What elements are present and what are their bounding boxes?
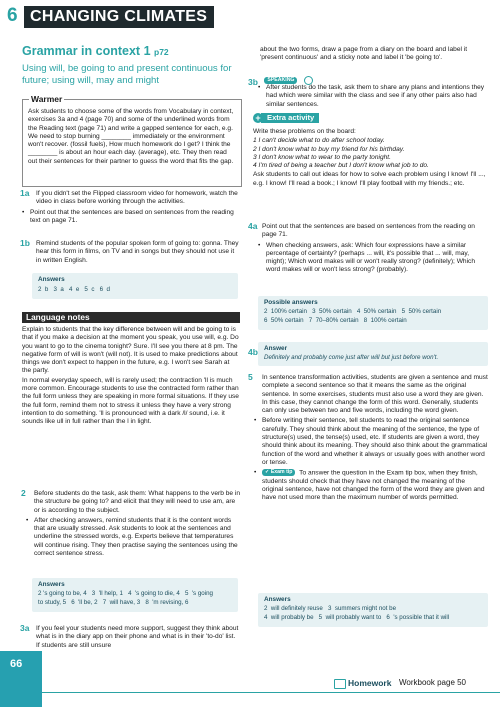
workbook-reference: Workbook page 50	[399, 678, 467, 687]
exercise-5	[248, 374, 488, 503]
extra-activity-body	[253, 128, 489, 189]
grammar-page-ref: p72	[154, 47, 169, 57]
exercise-5-bullet-1: • Before writing their sentence, tell students to read the original sentence carefully. They should think about the meaning of the sentence, the type of structure(s) used, the tense(s) used, etc. If students are given a word, they should think about its meaning. They should also think about the grammatical function of the word and whether it always or usually goes with another word or tense.	[254, 417, 488, 467]
exercise-1a	[22, 190, 240, 225]
language-notes-label: Language notes	[26, 312, 90, 322]
warmer-box	[22, 94, 242, 187]
possible-answers-row-2: 6 50% certain 7 70–80% certain 8 100% certain	[264, 317, 407, 324]
exercise-4b-answer-box	[258, 342, 488, 366]
extra-activity-header	[253, 113, 373, 124]
exercise-5-number: 5	[248, 372, 253, 382]
answers-row-2: to study, 5 6 'll be, 2 7 will have, 3 8 'm revising, 6	[38, 599, 189, 606]
grammar-title-block	[22, 44, 248, 87]
exercise-3a	[22, 625, 240, 650]
exam-tip-badge	[262, 469, 295, 476]
extra-problem-3: 3 I don't know what to wear to the party tonight.	[253, 153, 391, 161]
exercise-3a-number: 3a	[20, 623, 30, 633]
unit-header	[0, 0, 248, 36]
unit-title-band	[24, 6, 214, 28]
answers-5-row-2: 4 will probably be 5 will probably want to 6 's possible that it will	[264, 614, 450, 621]
exercise-4a-text: Point out that the sentences are based on sentences from the reading on page 71.	[262, 223, 475, 239]
unit-title: CHANGING CLIMATES	[30, 8, 208, 25]
possible-answers-row-1: 2 100% certain 3 50% certain 4 50% certain 5 50% certain	[264, 308, 442, 315]
answers-row: 2 b 3 a 4 e 5 c 6 d	[38, 286, 110, 293]
answers-5-label: Answers	[264, 596, 291, 603]
extra-activity-outro: Ask students to call out ideas for how to solve each problem using I know! I'll ..., e.g. I know! I'll read a book.; I know! I'll play football with my friends.; etc.	[253, 171, 486, 187]
exercise-3b-bullet: • After students do the task, ask them to share any plans and intentions they had which were similar with the class and see if any other pairs also had similar sentences.	[258, 84, 488, 109]
exercise-2-text: Before students do the task, ask them: What happens to the verb be in the structure be going to? and elicit that they will need to use am, are or is according to the subject.	[34, 490, 240, 514]
homework-footer	[334, 677, 494, 691]
answers-label: Answers	[38, 276, 65, 283]
exercise-4b-answer-label: Answer	[264, 345, 288, 352]
page-number-box	[0, 651, 42, 707]
extra-problem-4: 4 I'm tired of being a teacher but I don't know what job to do.	[253, 162, 429, 170]
language-notes-p1: Explain to students that the key difference between will and be going to is that if you make a decision at the moment you speak, you use will, e.g. Do you want to go to the cinema tonight? Sure. I'll see you there at 8 pm. The negative form of will is won't (will not). It is used to make predictions about things we don't expect to happen in the future, e.g. I won't see Sarah at the party.	[22, 326, 239, 375]
exercise-1b-number: 1b	[20, 238, 30, 248]
language-notes-bar	[22, 312, 240, 323]
footer-rule	[42, 692, 500, 693]
answers-row-1: 2 's going to be, 4 3 'll help, 1 4 's going to die, 4 5 's going	[38, 590, 213, 597]
grammar-title: Grammar in context 1	[22, 44, 151, 58]
answers-box-2	[32, 578, 238, 612]
exercise-1a-text: If you didn't set the Flipped classroom video for homework, watch the video in class before working through the activities.	[36, 190, 238, 206]
exercise-1b-text: Remind students of the popular spoken form of going to: gonna. They hear this form in films, on TV and in songs but they should not use it in written English.	[36, 240, 239, 264]
extra-activity-label: Extra activity	[261, 113, 319, 123]
grammar-subtitle: Using will, be going to and present continuous for future; using will, may and might	[22, 63, 232, 86]
language-notes-p2: In normal everyday speech, will is rarely used; the contraction 'll is much more common. Encourage students to use the contracted form rather than the full form unless they are speaking in more formal situations. If they use the full form, remind them not to stress it unless they have a very strong intention to do something. 'll is pronounced with a dark /l/ sound, i.e. it sounds like ull in full rather than the l in light.	[22, 376, 239, 426]
exercise-3a-text: If you feel your students need more support, suggest they think about what is in the diary app on their phone and what is in their 'to-do' list. If students are still unsure	[36, 625, 239, 649]
possible-answers-box	[258, 296, 488, 330]
unit-number: 6	[7, 5, 18, 26]
check-icon: ✓	[265, 469, 270, 476]
extra-activity-intro: Write these problems on the board:	[253, 128, 356, 135]
homework-label: Homework	[348, 678, 392, 688]
right-intro: about the two forms, draw a page from a diary on the board and label it 'present continuous' and a sticky note and label it 'be going to'.	[260, 46, 468, 62]
extra-problem-1: 1 I can't decide what to do after school today.	[253, 137, 385, 145]
warmer-text: Ask students to choose some of the words from Vocabulary in context, exercises 3a and 4 (page 70) and some of the underlined words from the Reading text (page 71) and write a gapped sentence for each, e.g. We need to stop burning ________ immediately or the environment won't recover. (fossil fuels), How much homework do I get? I think the ________ is about an hour each day. (average), etc. They then read out their sentences for their partner to guess the word that fits the gap.	[28, 108, 234, 165]
answers-box-1	[32, 273, 238, 299]
possible-answers-label: Possible answers	[264, 299, 318, 306]
exercise-1a-bullet: • Point out that the sentences are based on sentences from the reading text on page 71.	[22, 209, 240, 226]
exercise-4a-number: 4a	[248, 221, 258, 231]
exam-tip-label: Exam tip	[270, 469, 293, 476]
homework-icon	[334, 679, 346, 689]
extra-problem-2: 2 I don't know what to buy my friend for his birthday.	[253, 145, 405, 153]
answers-5-row-1: 2 will definitely reuse 3 summers might not be	[264, 605, 397, 612]
warmer-label: Warmer	[31, 94, 63, 104]
exercise-4a	[248, 223, 488, 275]
exercise-1b	[22, 240, 240, 265]
plus-icon: +	[253, 113, 263, 123]
answers-label: Answers	[38, 581, 65, 588]
exercise-2-bullet: • After checking answers, remind students that it is the content words that are usually stressed. Ask students to look at the sentences and underline the stressed words, e.g. Experts believe that temperatures will continue rising. They then practise saying the sentences using the correct sentence stress.	[26, 517, 240, 558]
exercise-5-bullet-2	[254, 469, 488, 502]
exercise-4b-answer-text: Definitely and probably come just after will but just before won't.	[264, 354, 439, 361]
answers-box-5	[258, 593, 488, 627]
exercise-4a-bullet: • When checking answers, ask: Which four expressions have a similar percentage of certainty? (perhaps ... will, it's possible that ... will, may, might); Which word makes will or won't really strong? (definitely); Which word makes will or won't less strong? (probably).	[258, 242, 488, 275]
page-number: 66	[10, 658, 23, 670]
exercise-3b-number: 3b	[248, 77, 258, 87]
exercise-5-bullet-2-text: To answer the question in the Exam tip box, when they finish, students should check that they have not changed the meaning of the original sentence, have not changed the form of the word they are given and have not used more than the maximum number of words permitted.	[262, 469, 485, 502]
exercise-5-text: In sentence transformation activities, students are given a sentence and must complete a second sentence so that it means the same as the original sentence. In some exercises, students must also use a word they are given. In this case, they cannot change the form of this word. Generally, students can only use between two and five words, including the word given.	[262, 374, 488, 415]
exercise-2-number: 2	[21, 488, 26, 498]
language-notes-text	[22, 326, 240, 428]
exercise-1a-number: 1a	[20, 188, 30, 198]
exercise-2	[22, 490, 240, 558]
speaking-label: SPEAKING	[267, 77, 295, 84]
exercise-4b-number: 4b	[248, 347, 258, 357]
